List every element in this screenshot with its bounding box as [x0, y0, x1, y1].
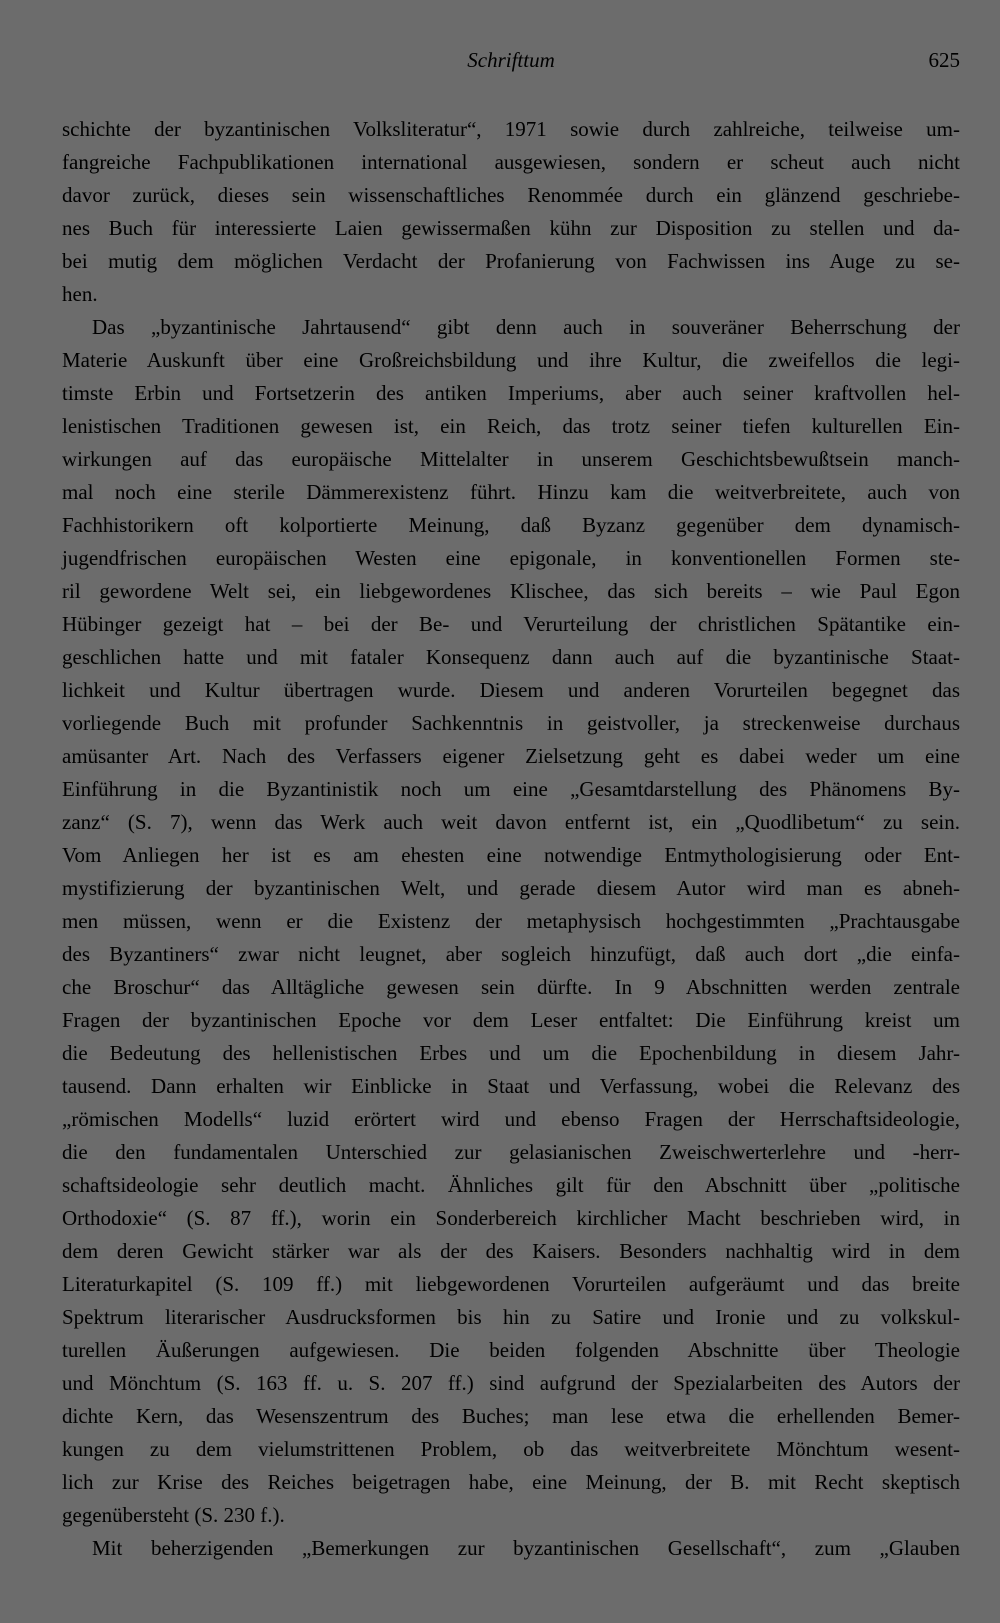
text-line: ril gewordene Welt sei, ein liebgewordenes Klischee, das sich bereits – wie Paul Egon: [62, 579, 960, 603]
text-line: geschlichen hatte und mit fataler Konsequenz dann auch auf die byzantinische Staat-: [62, 645, 960, 669]
text-line: dem deren Gewicht stärker war als der des Kaisers. Besonders nachhaltig wird in dem: [62, 1239, 960, 1263]
text-line: lenistischen Traditionen gewesen ist, ein Reich, das trotz seiner tiefen kulturellen Ein-: [62, 414, 960, 438]
text-line: lich zur Krise des Reiches beigetragen habe, eine Meinung, der B. mit Recht skeptisch: [62, 1470, 960, 1494]
text-line: kungen zu dem vielumstrittenen Problem, ob das weitverbreitete Mönchtum wesent-: [62, 1437, 960, 1461]
text-line: nes Buch für interessierte Laien gewissermaßen kühn zur Disposition zu stellen und da-: [62, 216, 960, 240]
body-text: [62, 113, 960, 1565]
text-line: lichkeit und Kultur übertragen wurde. Diesem und anderen Vorurteilen begegnet das: [62, 678, 960, 702]
text-line: amüsanter Art. Nach des Verfassers eigener Zielsetzung geht es dabei weder um eine: [62, 744, 960, 768]
text-line: mystifizierung der byzantinischen Welt, und gerade diesem Autor wird man es abneh-: [62, 876, 960, 900]
text-line: und Mönchtum (S. 163 ff. u. S. 207 ff.) sind aufgrund der Spezialarbeiten des Autors der: [62, 1371, 960, 1395]
text-line: timste Erbin und Fortsetzerin des antiken Imperiums, aber auch seiner kraftvollen hel-: [62, 381, 960, 405]
text-line: die Bedeutung des hellenistischen Erbes und um die Epochenbildung in diesem Jahr-: [62, 1041, 960, 1065]
text-line: Spektrum literarischer Ausdrucksformen bis hin zu Satire und Ironie und zu volkskul-: [62, 1305, 960, 1329]
running-head: [62, 48, 960, 82]
text-line: mal noch eine sterile Dämmerexistenz führt. Hinzu kam die weitverbreitete, auch von: [62, 480, 960, 504]
text-line: fangreiche Fachpublikationen international ausgewiesen, sondern er scheut auch nicht: [62, 150, 960, 174]
text-line: turellen Äußerungen aufgewiesen. Die beiden folgenden Abschnitte über Theologie: [62, 1338, 960, 1362]
text-line: wirkungen auf das europäische Mittelalter in unserem Geschichtsbewußtsein manch-: [62, 447, 960, 471]
text-line: Literaturkapitel (S. 109 ff.) mit liebgewordenen Vorurteilen aufgeräumt und das breite: [62, 1272, 960, 1296]
text-line: Orthodoxie“ (S. 87 ff.), worin ein Sonderbereich kirchlicher Macht beschrieben wird, in: [62, 1206, 960, 1230]
text-line: des Byzantiners“ zwar nicht leugnet, aber sogleich hinzufügt, daß auch dort „die einfa-: [62, 942, 960, 966]
page-number: 625: [928, 48, 960, 72]
text-line: davor zurück, dieses sein wissenschaftliches Renommée durch ein glänzend geschriebe-: [62, 183, 960, 207]
text-line: vorliegende Buch mit profunder Sachkenntnis in geistvoller, ja streckenweise durchaus: [62, 711, 960, 735]
text-line: Das „byzantinische Jahrtausend“ gibt denn auch in souveräner Beherrschung der: [92, 315, 960, 339]
text-line: tausend. Dann erhalten wir Einblicke in Staat und Verfassung, wobei die Relevanz des: [62, 1074, 960, 1098]
text-line: dichte Kern, das Wesenszentrum des Buches; man lese etwa die erhellenden Bemer-: [62, 1404, 960, 1428]
text-line: che Broschur“ das Alltägliche gewesen sein dürfte. In 9 Abschnitten werden zentrale: [62, 975, 960, 999]
text-line: die den fundamentalen Unterschied zur gelasianischen Zweischwerterlehre und -herr-: [62, 1140, 960, 1164]
text-line: Fragen der byzantinischen Epoche vor dem Leser entfaltet: Die Einführung kreist um: [62, 1008, 960, 1032]
text-line: zanz“ (S. 7), wenn das Werk auch weit davon entfernt ist, ein „Quodlibetum“ zu sein.: [62, 810, 960, 834]
text-line: Fachhistorikern oft kolportierte Meinung, daß Byzanz gegenüber dem dynamisch-: [62, 513, 960, 537]
text-line: „römischen Modells“ luzid erörtert wird und ebenso Fragen der Herrschaftsideologie,: [62, 1107, 960, 1131]
text-line: men müssen, wenn er die Existenz der metaphysisch hochgestimmten „Prachtausgabe: [62, 909, 960, 933]
text-line: Mit beherzigenden „Bemerkungen zur byzantinischen Gesellschaft“, zum „Glauben: [92, 1536, 960, 1560]
text-line: schichte der byzantinischen Volksliteratur“, 1971 sowie durch zahlreiche, teilweise um-: [62, 117, 960, 141]
text-line: Hübinger gezeigt hat – bei der Be- und Verurteilung der christlichen Spätantike ein-: [62, 612, 960, 636]
text-line: hen.: [62, 282, 98, 306]
text-line: bei mutig dem möglichen Verdacht der Profanierung von Fachwissen ins Auge zu se-: [62, 249, 960, 273]
text-line: jugendfrischen europäischen Westen eine epigonale, in konventionellen Formen ste-: [62, 546, 960, 570]
text-line: Materie Auskunft über eine Großreichsbildung und ihre Kultur, die zweifellos die legi-: [62, 348, 960, 372]
text-line: gegenübersteht (S. 230 f.).: [62, 1503, 285, 1527]
running-title: Schrifttum: [467, 48, 555, 72]
text-line: schaftsideologie sehr deutlich macht. Ähnliches gilt für den Abschnitt über „politische: [62, 1173, 960, 1197]
text-line: Vom Anliegen her ist es am ehesten eine notwendige Entmythologisierung oder Ent-: [62, 843, 960, 867]
text-line: Einführung in die Byzantinistik noch um eine „Gesamtdarstellung des Phänomens By-: [62, 777, 960, 801]
